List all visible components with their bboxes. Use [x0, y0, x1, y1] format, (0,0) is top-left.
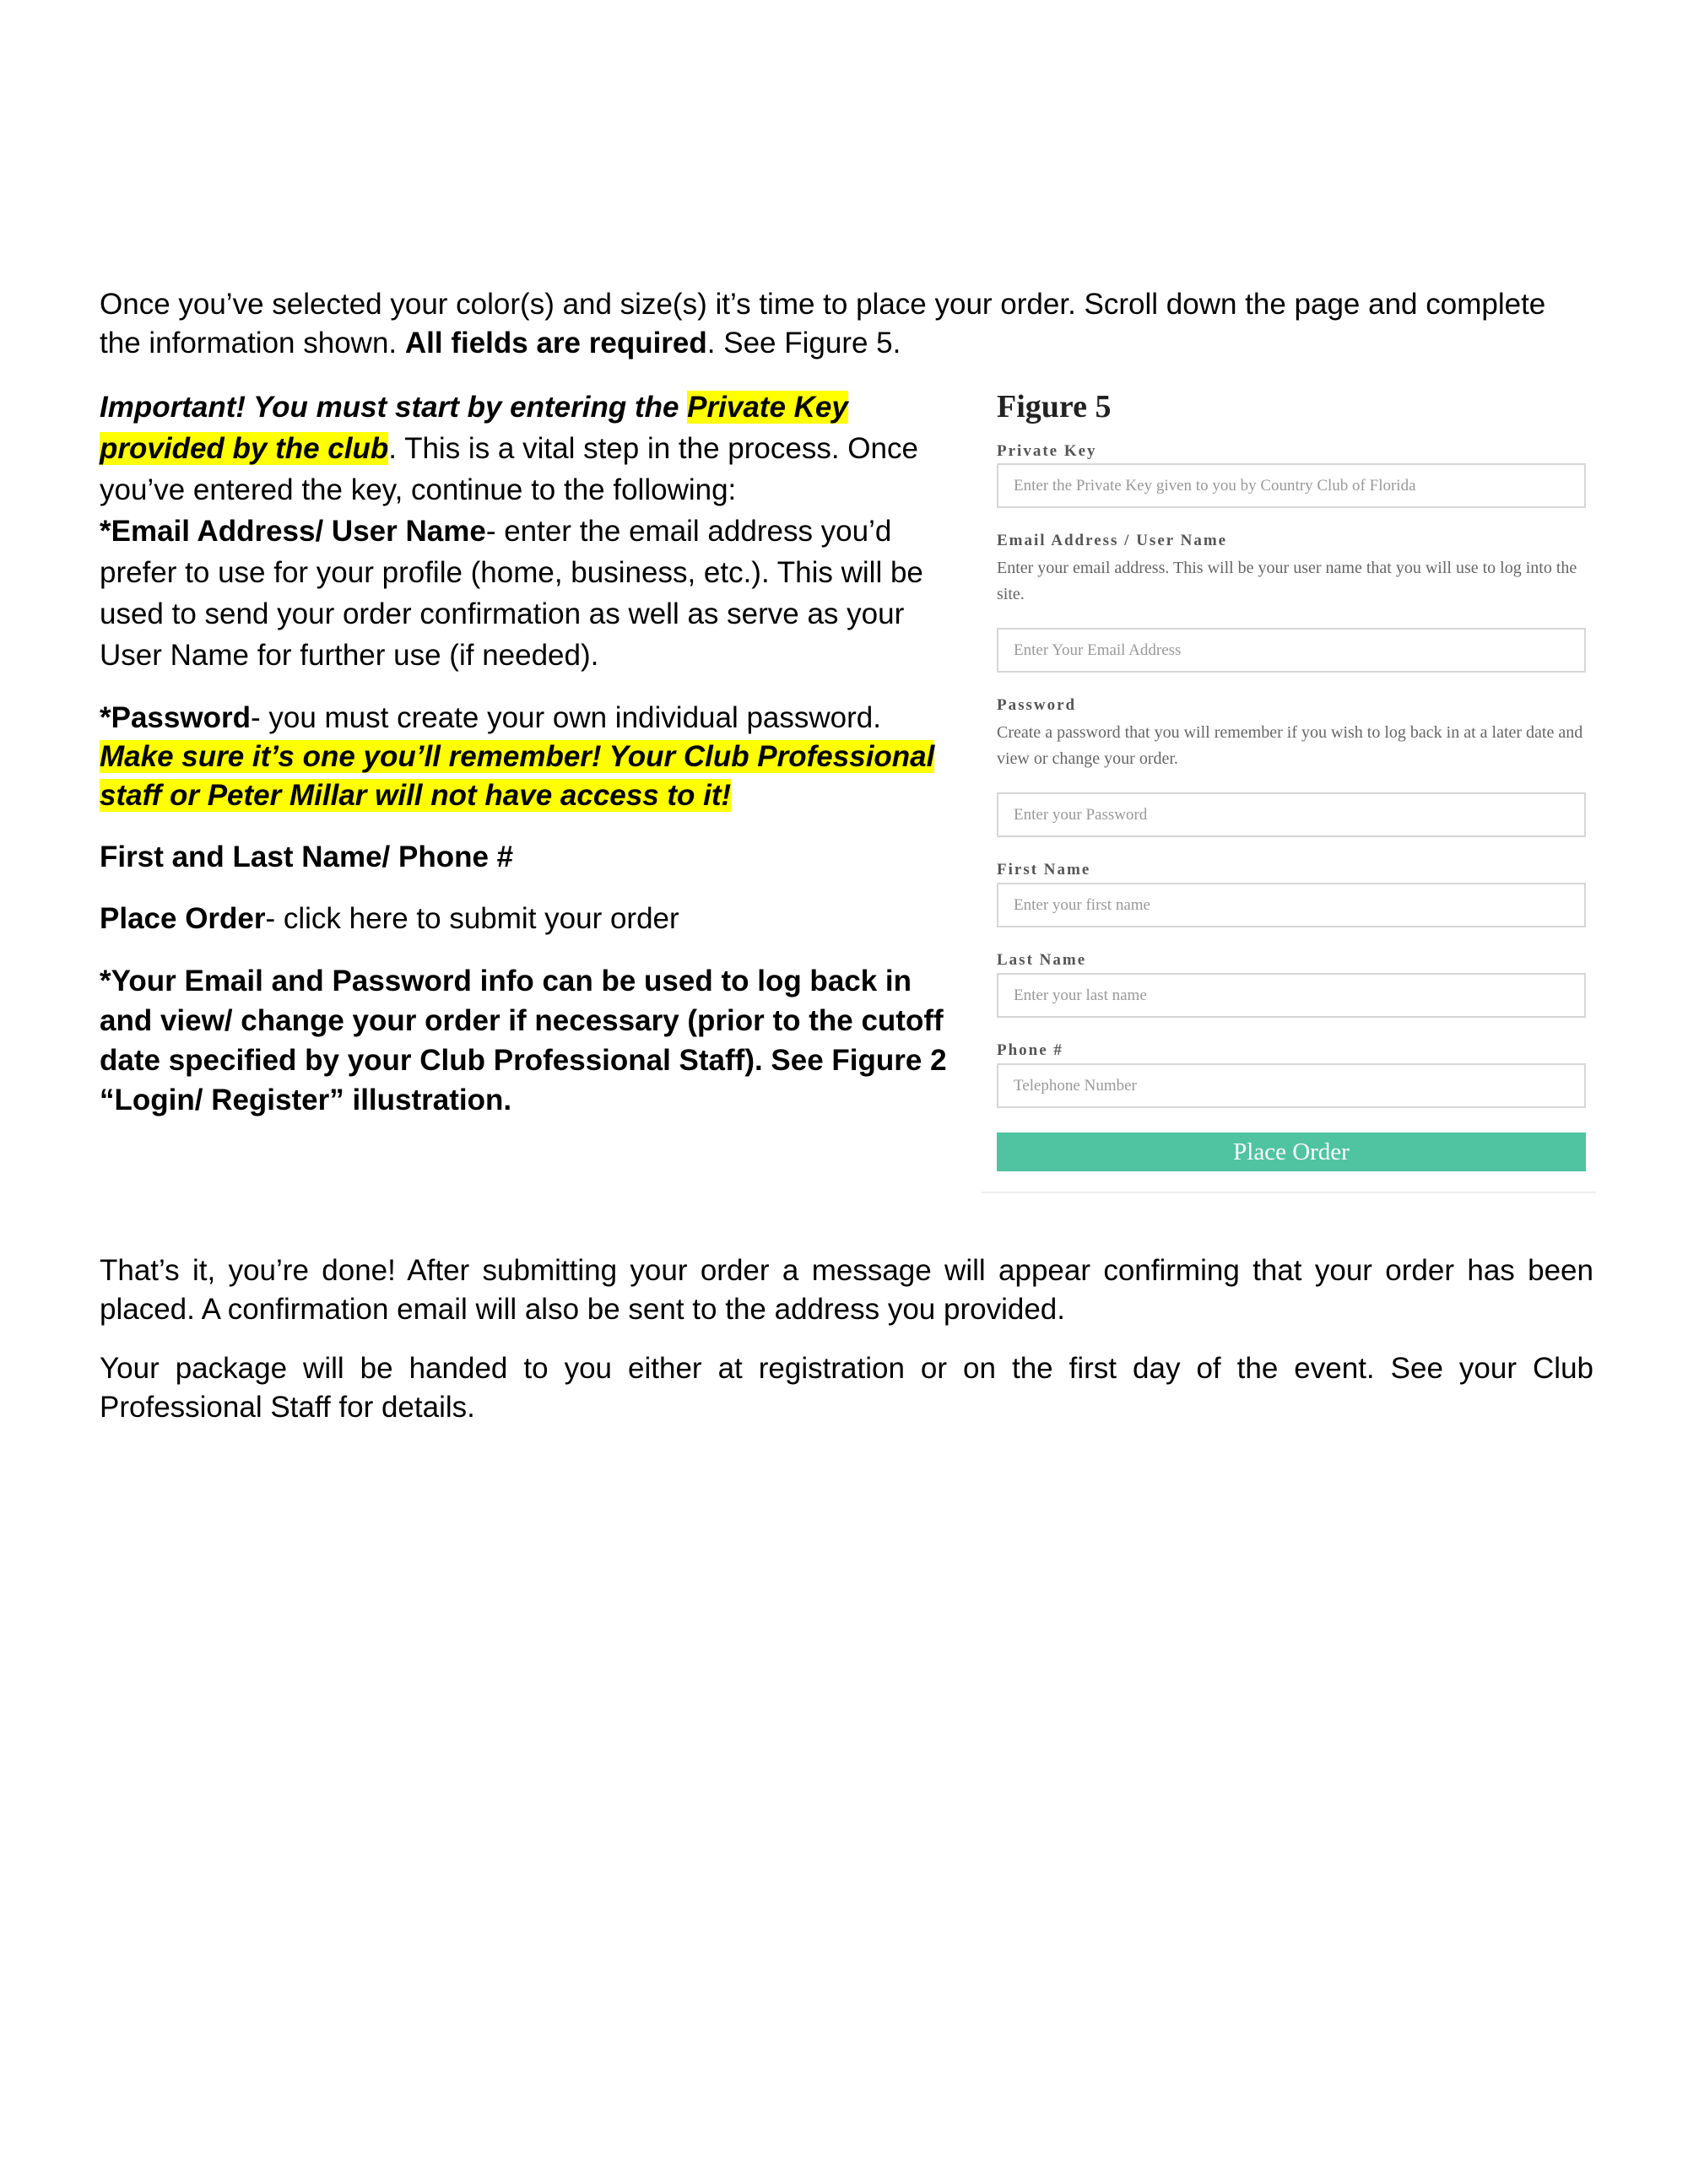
intro-required-note: All fields are required [404, 327, 707, 359]
email-step-label: *Email Address/ User Name [100, 515, 486, 548]
place-order-step-label: Place Order [100, 902, 266, 935]
instructions-column [100, 387, 965, 1120]
place-order-button[interactable]: Place Order [997, 1133, 1586, 1171]
email-step-text: - enter the email address you’d prefer to use for your profile (home, business, etc.). This will be used to send your order confirmation as well as serve as your User Name for further use (if needed). [100, 515, 923, 672]
intro-paragraph [100, 285, 1593, 363]
password-step-text: - you must create your own individual password. [250, 701, 881, 734]
done-paragraph: That’s it, you’re done! After submitting your order a message will appear confirming that your order has been placed. A confirmation email will also be sent to the address you provided. [100, 1254, 1593, 1326]
password-paragraph [100, 699, 965, 815]
closing-section [100, 1251, 1593, 1447]
important-rest: . This is a vital step in the process. Once you’ve entered the key, continue to the following: [100, 432, 918, 506]
place-order-paragraph [100, 900, 965, 938]
phone-label: Phone # [997, 1041, 1063, 1059]
package-paragraph: Your package will be handed to you either at registration or on the first day of the event. See your Club Professional Staff for details. [100, 1352, 1593, 1424]
login-note: *Your Email and Password info can be used to log back in and view/ change your order if necessary (prior to the cutoff date specified by your Club Professional Staff). See Figure 2 “Login/ Register” illustration. [100, 965, 947, 1116]
first-name-input[interactable] [997, 883, 1586, 927]
important-lead: Important! You must start by entering the [100, 391, 688, 424]
figure-5-order-form [982, 381, 1596, 1193]
place-order-step-text: - click here to submit your order [265, 902, 679, 935]
email-label: Email Address / User Name [997, 532, 1228, 549]
password-help-text: Create a password that you will remember if you wish to log back in at a later date and view or change your order. [997, 723, 1583, 768]
important-paragraph [100, 387, 965, 676]
intro-text: Once you’ve selected your color(s) and size(s) it’s time to place your order. Scroll down the page and complete the information shown. [100, 288, 1546, 359]
intro-figure-ref: . See Figure 5. [706, 327, 901, 359]
last-name-input[interactable] [997, 973, 1586, 1018]
private-key-label: Private Key [997, 442, 1097, 460]
email-help-text: Enter your email address. This will be your user name that you will use to log into the site. [997, 559, 1577, 603]
last-name-label: Last Name [997, 951, 1087, 969]
private-key-highlight: Private Key provided by the club [100, 391, 848, 465]
password-label: Password [997, 696, 1077, 714]
password-step-label: *Password [100, 701, 251, 734]
figure-title: Figure 5 [997, 389, 1112, 424]
password-input[interactable] [997, 792, 1586, 837]
password-warning: Make sure it’s one you’ll remember! Your Club Professional staff or Peter Millar will not have access to it! [100, 740, 935, 812]
email-input[interactable] [997, 628, 1586, 673]
private-key-input[interactable] [997, 463, 1586, 508]
name-phone-step: First and Last Name/ Phone # [100, 841, 514, 873]
first-name-label: First Name [997, 861, 1091, 878]
phone-input[interactable] [997, 1063, 1586, 1108]
